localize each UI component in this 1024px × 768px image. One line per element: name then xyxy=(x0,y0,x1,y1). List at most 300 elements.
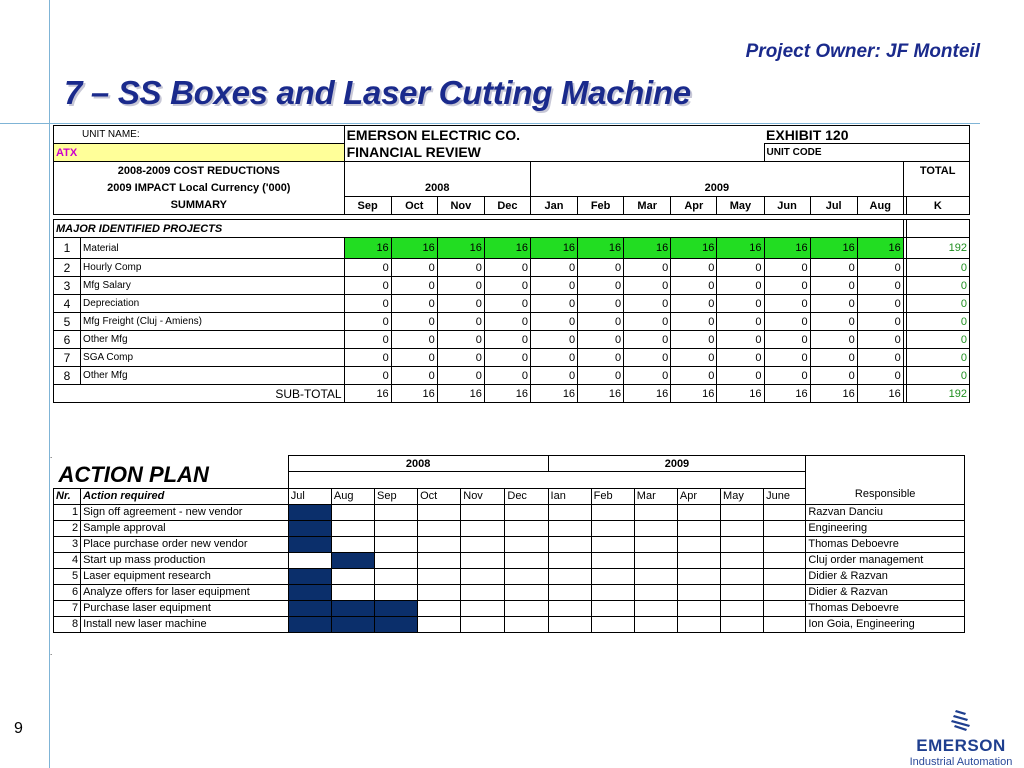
plan-year-2008: 2008 xyxy=(288,456,548,472)
subtotal-row xyxy=(54,385,970,403)
gantt-empty-cell xyxy=(331,584,374,600)
gantt-empty-cell xyxy=(591,520,634,536)
value-cell: 0 xyxy=(437,277,484,295)
row-number: 6 xyxy=(54,331,81,349)
gantt-empty-cell xyxy=(461,600,505,616)
value-cell: 0 xyxy=(810,277,857,295)
gantt-empty-cell xyxy=(677,504,720,520)
responsible-person: Thomas Deboevre xyxy=(806,536,965,552)
value-cell: 0 xyxy=(624,313,671,331)
month-header-oct: Oct xyxy=(391,197,437,215)
month-header-jul: Jul xyxy=(810,197,857,215)
exhibit-label: EXHIBIT 120 xyxy=(764,126,969,144)
plan-month-aug: Aug xyxy=(331,488,374,504)
value-cell: 0 xyxy=(764,349,810,367)
row-label: Hourly Comp xyxy=(81,259,345,277)
month-header-aug: Aug xyxy=(857,197,903,215)
gantt-empty-cell xyxy=(461,504,505,520)
responsible-person: Didier & Razvan xyxy=(806,584,965,600)
row-number: 5 xyxy=(54,313,81,331)
value-cell: 0 xyxy=(484,313,530,331)
month-header-feb: Feb xyxy=(578,197,624,215)
action-row xyxy=(54,536,965,552)
project-row xyxy=(54,259,970,277)
gantt-bar-cell xyxy=(375,600,418,616)
value-cell: 0 xyxy=(344,295,391,313)
gantt-bar-cell xyxy=(288,584,331,600)
responsible-person: Didier & Razvan xyxy=(806,568,965,584)
gantt-empty-cell xyxy=(548,616,591,632)
action-number: 4 xyxy=(54,552,81,568)
gantt-empty-cell xyxy=(548,600,591,616)
gantt-empty-cell xyxy=(418,568,461,584)
value-cell: 0 xyxy=(810,367,857,385)
gantt-empty-cell xyxy=(677,600,720,616)
value-cell: 0 xyxy=(857,331,903,349)
value-cell: 0 xyxy=(344,313,391,331)
value-cell: 0 xyxy=(344,349,391,367)
row-label: Other Mfg xyxy=(81,331,345,349)
responsible-person: Ion Goia, Engineering xyxy=(806,616,965,632)
gantt-empty-cell xyxy=(764,616,806,632)
value-cell: 0 xyxy=(764,259,810,277)
plan-month-apr: Apr xyxy=(677,488,720,504)
value-cell: 0 xyxy=(578,295,624,313)
value-cell: 0 xyxy=(857,367,903,385)
plan-month-mar: Mar xyxy=(634,488,677,504)
value-cell: 0 xyxy=(437,331,484,349)
value-cell: 0 xyxy=(578,367,624,385)
value-cell: 0 xyxy=(530,367,577,385)
value-cell: 0 xyxy=(671,331,717,349)
action-text: Sample approval xyxy=(81,520,289,536)
value-cell: 16 xyxy=(391,238,437,259)
gantt-empty-cell xyxy=(375,568,418,584)
row-total: 192 xyxy=(906,238,969,259)
gantt-bar-cell xyxy=(288,504,331,520)
project-row xyxy=(54,331,970,349)
action-text: Place purchase order new vendor xyxy=(81,536,289,552)
gantt-empty-cell xyxy=(591,568,634,584)
row-label: Material xyxy=(81,238,345,259)
action-plan-title: ACTION PLAN xyxy=(58,461,209,487)
gantt-empty-cell xyxy=(677,552,720,568)
row-total: 0 xyxy=(906,331,969,349)
gantt-bar-cell xyxy=(288,568,331,584)
row-number: 3 xyxy=(54,277,81,295)
subtotal-cell: 16 xyxy=(671,385,717,403)
value-cell: 0 xyxy=(484,259,530,277)
value-cell: 16 xyxy=(857,238,903,259)
value-cell: 0 xyxy=(717,259,764,277)
year-2008-label: 2008 xyxy=(344,179,530,197)
gantt-empty-cell xyxy=(764,536,806,552)
subtotal-cell: 16 xyxy=(484,385,530,403)
row-total: 0 xyxy=(906,349,969,367)
blank-cell xyxy=(906,220,969,238)
blank-cell xyxy=(530,162,903,180)
gantt-bar-cell xyxy=(331,600,374,616)
value-cell: 0 xyxy=(391,277,437,295)
row-label: Mfg Salary xyxy=(81,277,345,295)
gantt-empty-cell xyxy=(418,520,461,536)
value-cell: 0 xyxy=(578,331,624,349)
month-header-dec: Dec xyxy=(484,197,530,215)
action-text: Analyze offers for laser equipment xyxy=(81,584,289,600)
project-row xyxy=(54,349,970,367)
action-number: 8 xyxy=(54,616,81,632)
value-cell: 0 xyxy=(810,331,857,349)
value-cell: 0 xyxy=(578,277,624,295)
value-cell: 0 xyxy=(857,313,903,331)
gantt-empty-cell xyxy=(721,600,764,616)
value-cell: 0 xyxy=(857,295,903,313)
gantt-empty-cell xyxy=(461,584,505,600)
subtotal-total: 192 xyxy=(906,385,969,403)
value-cell: 0 xyxy=(484,367,530,385)
gantt-empty-cell xyxy=(677,568,720,584)
decoration-dot: . xyxy=(50,451,53,460)
blank-cell xyxy=(806,456,965,489)
gantt-empty-cell xyxy=(721,568,764,584)
action-row xyxy=(54,520,965,536)
action-text: Sign off agreement - new vendor xyxy=(81,504,289,520)
gantt-empty-cell xyxy=(721,552,764,568)
gantt-empty-cell xyxy=(331,568,374,584)
subtotal-cell: 16 xyxy=(810,385,857,403)
gantt-empty-cell xyxy=(634,600,677,616)
plan-month-nov: Nov xyxy=(461,488,505,504)
emerson-stripes-icon xyxy=(948,708,974,734)
gantt-empty-cell xyxy=(461,520,505,536)
gantt-empty-cell xyxy=(634,616,677,632)
gantt-empty-cell xyxy=(375,552,418,568)
blank-cell xyxy=(906,179,969,197)
gantt-empty-cell xyxy=(548,536,591,552)
subtotal-cell: 16 xyxy=(344,385,391,403)
total-unit-label: K xyxy=(906,197,969,215)
subtotal-cell: 16 xyxy=(857,385,903,403)
nr-header: Nr. xyxy=(54,488,81,504)
subtotal-cell: 16 xyxy=(764,385,810,403)
section-label: MAJOR IDENTIFIED PROJECTS xyxy=(54,220,904,238)
project-row xyxy=(54,295,970,313)
row-total: 0 xyxy=(906,295,969,313)
gantt-empty-cell xyxy=(418,584,461,600)
unit-code-label: UNIT CODE xyxy=(764,144,969,162)
gantt-empty-cell xyxy=(418,616,461,632)
page-number: 9 xyxy=(14,720,23,737)
gantt-empty-cell xyxy=(721,584,764,600)
value-cell: 16 xyxy=(484,238,530,259)
row-number: 8 xyxy=(54,367,81,385)
logo-name: EMERSON xyxy=(916,736,1006,755)
gantt-empty-cell xyxy=(591,504,634,520)
gantt-empty-cell xyxy=(634,520,677,536)
gantt-empty-cell xyxy=(418,536,461,552)
row-total: 0 xyxy=(906,277,969,295)
plan-month-june: June xyxy=(764,488,806,504)
gantt-empty-cell xyxy=(461,552,505,568)
responsible-person: Engineering xyxy=(806,520,965,536)
total-label: TOTAL xyxy=(906,162,969,180)
plan-month-may: May xyxy=(721,488,764,504)
value-cell: 0 xyxy=(810,313,857,331)
value-cell: 0 xyxy=(671,259,717,277)
value-cell: 0 xyxy=(624,259,671,277)
gantt-empty-cell xyxy=(634,552,677,568)
value-cell: 0 xyxy=(530,313,577,331)
gantt-empty-cell xyxy=(505,616,548,632)
value-cell: 0 xyxy=(717,349,764,367)
value-cell: 0 xyxy=(530,331,577,349)
row-number: 1 xyxy=(54,238,81,259)
value-cell: 0 xyxy=(530,259,577,277)
gantt-empty-cell xyxy=(461,616,505,632)
unit-name-label: UNIT NAME: xyxy=(54,126,345,144)
gantt-empty-cell xyxy=(505,536,548,552)
decoration-dot: . xyxy=(50,648,53,657)
gantt-bar-cell xyxy=(331,552,374,568)
project-row xyxy=(54,313,970,331)
action-row xyxy=(54,616,965,632)
horizontal-guide-line xyxy=(0,123,980,124)
value-cell: 16 xyxy=(624,238,671,259)
gantt-empty-cell xyxy=(591,552,634,568)
subtotal-cell: 16 xyxy=(530,385,577,403)
action-row xyxy=(54,600,965,616)
gantt-empty-cell xyxy=(721,520,764,536)
gantt-empty-cell xyxy=(418,504,461,520)
plan-month-feb: Feb xyxy=(591,488,634,504)
gantt-empty-cell xyxy=(677,584,720,600)
gantt-empty-cell xyxy=(548,504,591,520)
action-number: 7 xyxy=(54,600,81,616)
value-cell: 0 xyxy=(578,259,624,277)
slide-title: 7 – SS Boxes and Laser Cutting Machine xyxy=(64,74,691,111)
value-cell: 0 xyxy=(530,349,577,367)
value-cell: 16 xyxy=(437,238,484,259)
subtotal-cell: 16 xyxy=(717,385,764,403)
responsible-person: Cluj order management xyxy=(806,552,965,568)
gantt-empty-cell xyxy=(375,520,418,536)
action-text: Start up mass production xyxy=(81,552,289,568)
gantt-empty-cell xyxy=(591,616,634,632)
gantt-empty-cell xyxy=(721,504,764,520)
value-cell: 0 xyxy=(344,367,391,385)
value-cell: 0 xyxy=(717,367,764,385)
month-header-may: May xyxy=(717,197,764,215)
action-plan-table xyxy=(53,455,965,633)
plan-month-sep: Sep xyxy=(375,488,418,504)
row-number: 4 xyxy=(54,295,81,313)
summary-line-3: SUMMARY xyxy=(54,197,345,215)
action-required-header: Action required xyxy=(81,488,289,504)
row-label: Depreciation xyxy=(81,295,345,313)
action-row xyxy=(54,568,965,584)
value-cell: 0 xyxy=(391,295,437,313)
value-cell: 0 xyxy=(530,295,577,313)
gantt-empty-cell xyxy=(375,504,418,520)
gantt-empty-cell xyxy=(548,552,591,568)
action-number: 6 xyxy=(54,584,81,600)
value-cell: 0 xyxy=(764,331,810,349)
gantt-empty-cell xyxy=(461,568,505,584)
gantt-empty-cell xyxy=(677,520,720,536)
value-cell: 0 xyxy=(391,331,437,349)
project-row xyxy=(54,277,970,295)
value-cell: 0 xyxy=(484,277,530,295)
company-name: EMERSON ELECTRIC CO. xyxy=(344,126,764,144)
value-cell: 0 xyxy=(764,367,810,385)
row-total: 0 xyxy=(906,367,969,385)
unit-name-value: ATX xyxy=(54,144,345,162)
summary-line-1: 2008-2009 COST REDUCTIONS xyxy=(54,162,345,180)
value-cell: 0 xyxy=(530,277,577,295)
responsible-header: Responsible xyxy=(806,488,965,504)
value-cell: 0 xyxy=(391,367,437,385)
blank-cell xyxy=(344,162,530,180)
year-2009-label: 2009 xyxy=(530,179,903,197)
gantt-empty-cell xyxy=(764,568,806,584)
gantt-empty-cell xyxy=(634,568,677,584)
emerson-logo xyxy=(906,708,1016,768)
row-total: 0 xyxy=(906,259,969,277)
action-row xyxy=(54,584,965,600)
value-cell: 0 xyxy=(857,349,903,367)
value-cell: 0 xyxy=(764,295,810,313)
month-header-sep: Sep xyxy=(344,197,391,215)
action-text: Install new laser machine xyxy=(81,616,289,632)
responsible-person: Razvan Danciu xyxy=(806,504,965,520)
value-cell: 0 xyxy=(717,313,764,331)
gantt-empty-cell xyxy=(764,520,806,536)
gantt-empty-cell xyxy=(331,504,374,520)
gantt-empty-cell xyxy=(591,600,634,616)
gantt-empty-cell xyxy=(288,552,331,568)
value-cell: 0 xyxy=(624,331,671,349)
subtotal-label: SUB-TOTAL xyxy=(54,385,345,403)
value-cell: 0 xyxy=(810,295,857,313)
value-cell: 0 xyxy=(671,277,717,295)
row-label: SGA Comp xyxy=(81,349,345,367)
gantt-empty-cell xyxy=(418,600,461,616)
subtotal-cell: 16 xyxy=(391,385,437,403)
subtotal-cell: 16 xyxy=(437,385,484,403)
gantt-empty-cell xyxy=(591,536,634,552)
gantt-empty-cell xyxy=(677,536,720,552)
month-header-mar: Mar xyxy=(624,197,671,215)
action-row xyxy=(54,504,965,520)
value-cell: 0 xyxy=(857,277,903,295)
gantt-empty-cell xyxy=(591,584,634,600)
month-header-apr: Apr xyxy=(671,197,717,215)
action-text: Purchase laser equipment xyxy=(81,600,289,616)
gantt-empty-cell xyxy=(677,616,720,632)
value-cell: 0 xyxy=(578,313,624,331)
gantt-empty-cell xyxy=(375,584,418,600)
gantt-empty-cell xyxy=(721,536,764,552)
value-cell: 0 xyxy=(717,331,764,349)
plan-month-dec: Dec xyxy=(505,488,548,504)
value-cell: 16 xyxy=(671,238,717,259)
action-number: 5 xyxy=(54,568,81,584)
gantt-empty-cell xyxy=(764,504,806,520)
action-number: 1 xyxy=(54,504,81,520)
month-header-jan: Jan xyxy=(530,197,577,215)
row-total: 0 xyxy=(906,313,969,331)
project-owner: Project Owner: JF Monteil xyxy=(745,41,980,62)
value-cell: 0 xyxy=(857,259,903,277)
gantt-empty-cell xyxy=(418,552,461,568)
gantt-empty-cell xyxy=(548,520,591,536)
value-cell: 0 xyxy=(671,313,717,331)
action-number: 2 xyxy=(54,520,81,536)
gantt-empty-cell xyxy=(331,536,374,552)
gantt-empty-cell xyxy=(331,520,374,536)
row-label: Other Mfg xyxy=(81,367,345,385)
gantt-bar-cell xyxy=(288,536,331,552)
gantt-empty-cell xyxy=(634,536,677,552)
value-cell: 0 xyxy=(624,277,671,295)
gantt-empty-cell xyxy=(461,536,505,552)
plan-month-oct: Oct xyxy=(418,488,461,504)
gantt-empty-cell xyxy=(634,504,677,520)
value-cell: 16 xyxy=(530,238,577,259)
value-cell: 16 xyxy=(717,238,764,259)
gantt-bar-cell xyxy=(331,616,374,632)
gantt-bar-cell xyxy=(288,600,331,616)
gantt-empty-cell xyxy=(505,568,548,584)
value-cell: 16 xyxy=(578,238,624,259)
gantt-empty-cell xyxy=(505,520,548,536)
value-cell: 0 xyxy=(391,259,437,277)
value-cell: 0 xyxy=(437,349,484,367)
plan-month-ian: Ian xyxy=(548,488,591,504)
subtotal-cell: 16 xyxy=(624,385,671,403)
value-cell: 0 xyxy=(671,295,717,313)
value-cell: 0 xyxy=(391,349,437,367)
logo-subtitle: Industrial Automation xyxy=(909,756,1013,768)
month-header-jun: Jun xyxy=(764,197,810,215)
value-cell: 0 xyxy=(624,295,671,313)
gantt-empty-cell xyxy=(505,600,548,616)
gantt-bar-cell xyxy=(288,616,331,632)
value-cell: 0 xyxy=(671,349,717,367)
gantt-empty-cell xyxy=(375,536,418,552)
row-label: Mfg Freight (Cluj - Amiens) xyxy=(81,313,345,331)
value-cell: 0 xyxy=(484,331,530,349)
value-cell: 0 xyxy=(624,349,671,367)
value-cell: 16 xyxy=(810,238,857,259)
month-header-nov: Nov xyxy=(437,197,484,215)
value-cell: 0 xyxy=(391,313,437,331)
value-cell: 0 xyxy=(624,367,671,385)
action-row xyxy=(54,552,965,568)
value-cell: 0 xyxy=(717,295,764,313)
value-cell: 0 xyxy=(437,367,484,385)
value-cell: 16 xyxy=(344,238,391,259)
project-row xyxy=(54,367,970,385)
gantt-bar-cell xyxy=(375,616,418,632)
subtotal-cell: 16 xyxy=(578,385,624,403)
value-cell: 0 xyxy=(484,295,530,313)
value-cell: 0 xyxy=(578,349,624,367)
value-cell: 0 xyxy=(344,277,391,295)
row-number: 2 xyxy=(54,259,81,277)
gantt-empty-cell xyxy=(764,600,806,616)
financial-review-label: FINANCIAL REVIEW xyxy=(344,144,764,162)
